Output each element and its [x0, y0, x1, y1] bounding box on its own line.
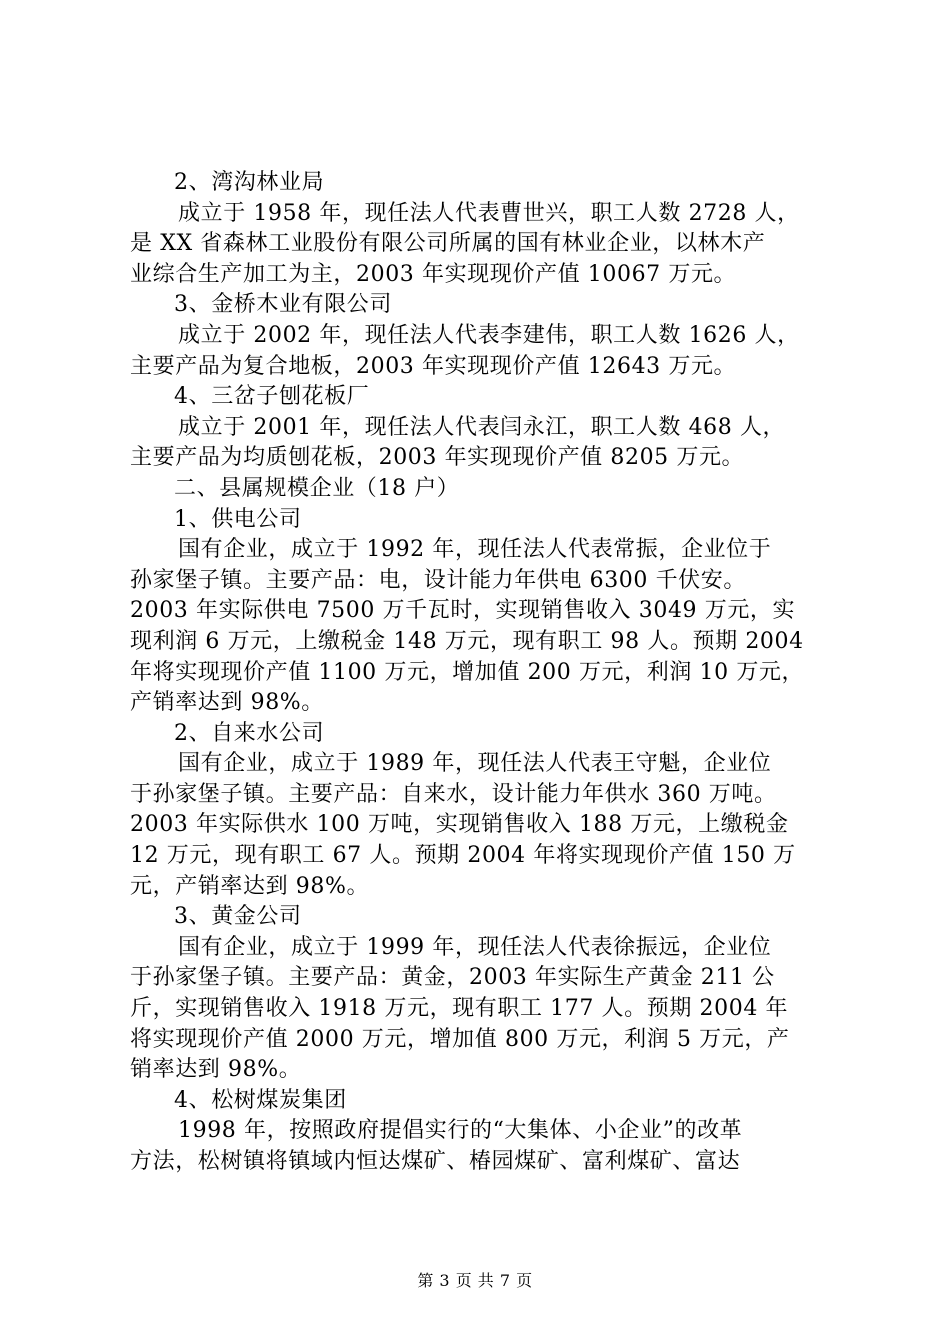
- paragraph-line: 国有企业，成立于 1992 年，现任法人代表常振，企业位于: [178, 537, 772, 563]
- paragraph-line: 1998 年，按照政府提倡实行的“大集体、小企业”的改革: [178, 1118, 743, 1144]
- paragraph-line: 2003 年实际供水 100 万吨，实现销售收入 188 万元，上缴税金: [130, 812, 789, 838]
- paragraph-line: 现利润 6 万元，上缴税金 148 万元，现有职工 98 人。预期 2004: [130, 628, 804, 654]
- paragraph-line: 国有企业，成立于 1989 年，现任法人代表王守魁，企业位: [178, 751, 772, 777]
- paragraph-line: 2003 年实际供电 7500 万千瓦时，实现销售收入 3049 万元，实: [130, 598, 796, 624]
- section-heading: 3、金桥木业有限公司: [174, 292, 392, 318]
- section-heading: 4、松树煤炭集团: [174, 1087, 347, 1113]
- section-heading: 2、自来水公司: [174, 720, 325, 746]
- section-heading: 1、供电公司: [174, 506, 302, 532]
- paragraph-line: 方法，松树镇将镇域内恒达煤矿、椿园煤矿、富利煤矿、富达: [130, 1149, 741, 1174]
- paragraph-line: 主要产品为复合地板，2003 年实现现价产值 12643 万元。: [130, 353, 737, 379]
- paragraph-line: 孙家堡子镇。主要产品：电，设计能力年供电 6300 千伏安。: [130, 567, 746, 593]
- section-heading: 2、湾沟林业局: [174, 170, 325, 195]
- paragraph-line: 于孙家堡子镇。主要产品：黄金，2003 年实际生产黄金 211 公: [130, 965, 775, 991]
- paragraph-line: 成立于 1958 年，现任法人代表曹世兴，职工人数 2728 人，: [178, 200, 800, 226]
- paragraph-line: 成立于 2002 年，现任法人代表李建伟，职工人数 1626 人，: [178, 322, 800, 348]
- paragraph-line: 产销率达到 98%。: [130, 690, 324, 716]
- document-body: [130, 168, 830, 1178]
- section-heading: 4、三岔子刨花板厂: [174, 384, 370, 410]
- section-heading: 二、县属规模企业（18 户）: [174, 475, 460, 501]
- paragraph-line: 销率达到 98%。: [130, 1057, 302, 1083]
- page-footer: 第 3 页 共 7 页: [417, 1271, 533, 1290]
- paragraph-line: 于孙家堡子镇。主要产品：自来水，设计能力年供水 360 万吨。: [130, 781, 777, 807]
- paragraph-line: 主要产品为均质刨花板，2003 年实现现价产值 8205 万元。: [130, 445, 745, 471]
- paragraph-line: 成立于 2001 年，现任法人代表闫永江，职工人数 468 人，: [178, 414, 786, 440]
- paragraph-line: 12 万元，现有职工 67 人。预期 2004 年将实现现价产值 150 万: [130, 843, 796, 869]
- paragraph-line: 斤，实现销售收入 1918 万元，现有职工 177 人。预期 2004 年: [130, 996, 789, 1022]
- paragraph-line: 将实现现价产值 2000 万元，增加值 800 万元，利润 5 万元，产: [130, 1026, 790, 1052]
- section-heading: 3、黄金公司: [174, 904, 302, 930]
- paragraph-line: 元，产销率达到 98%。: [130, 873, 370, 899]
- paragraph-line: 国有企业，成立于 1999 年，现任法人代表徐振远，企业位: [178, 934, 772, 960]
- paragraph-line: 是 XX 省森林工业股份有限公司所属的国有林业企业，以林木产: [130, 231, 766, 257]
- paragraph-line: 业综合生产加工为主，2003 年实现现价产值 10067 万元。: [130, 261, 737, 287]
- paragraph-line: 年将实现现价产值 1100 万元，增加值 200 万元，利润 10 万元，: [130, 659, 805, 685]
